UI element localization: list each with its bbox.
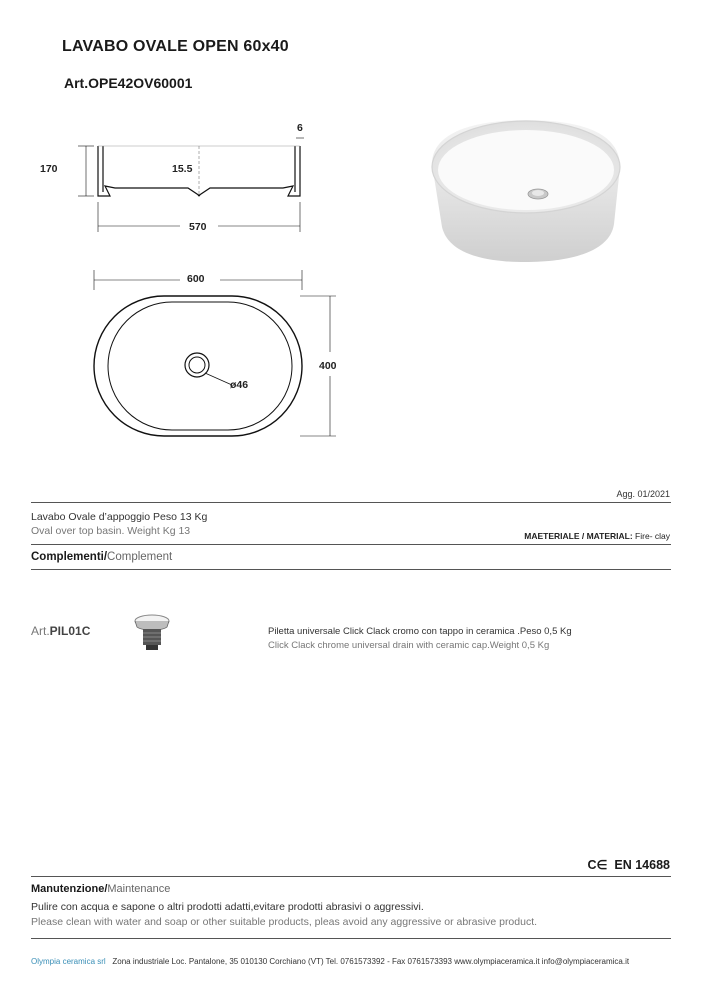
divider (31, 569, 671, 570)
rim-dimension: 6 (297, 122, 303, 134)
footer-address: Zona industriale Loc. Pantalone, 35 010130 Corchiano (VT) Tel. 0761573392 - Fax 0761573393 www.olympiaceramica.it info@olympiaceramica.it (112, 957, 630, 966)
accessory-code-prefix: Art. (31, 624, 50, 638)
material-spec (524, 531, 670, 541)
material-value: Fire- clay (632, 531, 670, 541)
divider (31, 876, 671, 877)
complements-heading-it: Complementi/ (31, 551, 108, 563)
accessory-description-en: Click Clack chrome universal drain with ceramic cap.Weight 0,5 Kg (268, 640, 550, 651)
divider (31, 938, 671, 939)
inner-width-dimension: 570 (189, 221, 207, 233)
side-section-view (78, 138, 304, 232)
top-view (94, 270, 336, 436)
footer-company: Olympia ceramica srl (31, 957, 106, 966)
footer (31, 957, 629, 966)
drain-photo (130, 612, 174, 652)
certification-standard: EN 14688 (614, 858, 670, 872)
depth-dimension: 15.5 (172, 163, 193, 175)
description-en: Oval over top basin. Weight Kg 13 (31, 525, 191, 537)
maintenance-heading-it: Manutenzione/ (31, 883, 108, 895)
ce-mark-icon: C∈ (587, 858, 608, 872)
height-dimension: 170 (40, 163, 58, 175)
description-it: Lavabo Ovale d’appoggio Peso 13 Kg (31, 511, 208, 523)
accessory-code (31, 624, 90, 638)
certification (588, 857, 670, 872)
outer-width-dimension: 600 (187, 273, 205, 285)
outer-depth-dimension: 400 (319, 360, 337, 372)
drain-diameter-dimension: ø46 (230, 379, 249, 391)
revision-date: Agg. 01/2021 (616, 489, 670, 499)
material-label: MAETERIALE / MATERIAL: (524, 531, 633, 541)
divider (31, 544, 671, 545)
maintenance-text-en: Please clean with water and soap or other suitable products, pleas avoid any aggressive or abrasive product. (31, 916, 538, 928)
accessory-description-it: Piletta universale Click Clack cromo con tappo in ceramica .Peso 0,5 Kg (268, 626, 572, 637)
divider (31, 502, 671, 503)
product-title: LAVABO OVALE OPEN 60x40 (62, 38, 289, 55)
maintenance-text-it: Pulire con acqua e sapone o altri prodotti adatti,evitare prodotti abrasivi o aggressivi. (31, 901, 424, 913)
complements-heading-en: Complement (107, 551, 173, 563)
basin-photo (420, 112, 630, 267)
maintenance-heading-en: Maintenance (107, 883, 171, 895)
technical-drawing (0, 100, 380, 450)
complements-heading (31, 551, 172, 563)
article-code: Art.OPE42OV60001 (64, 75, 193, 91)
accessory-code-value: PIL01C (49, 624, 91, 638)
maintenance-heading (31, 883, 170, 895)
